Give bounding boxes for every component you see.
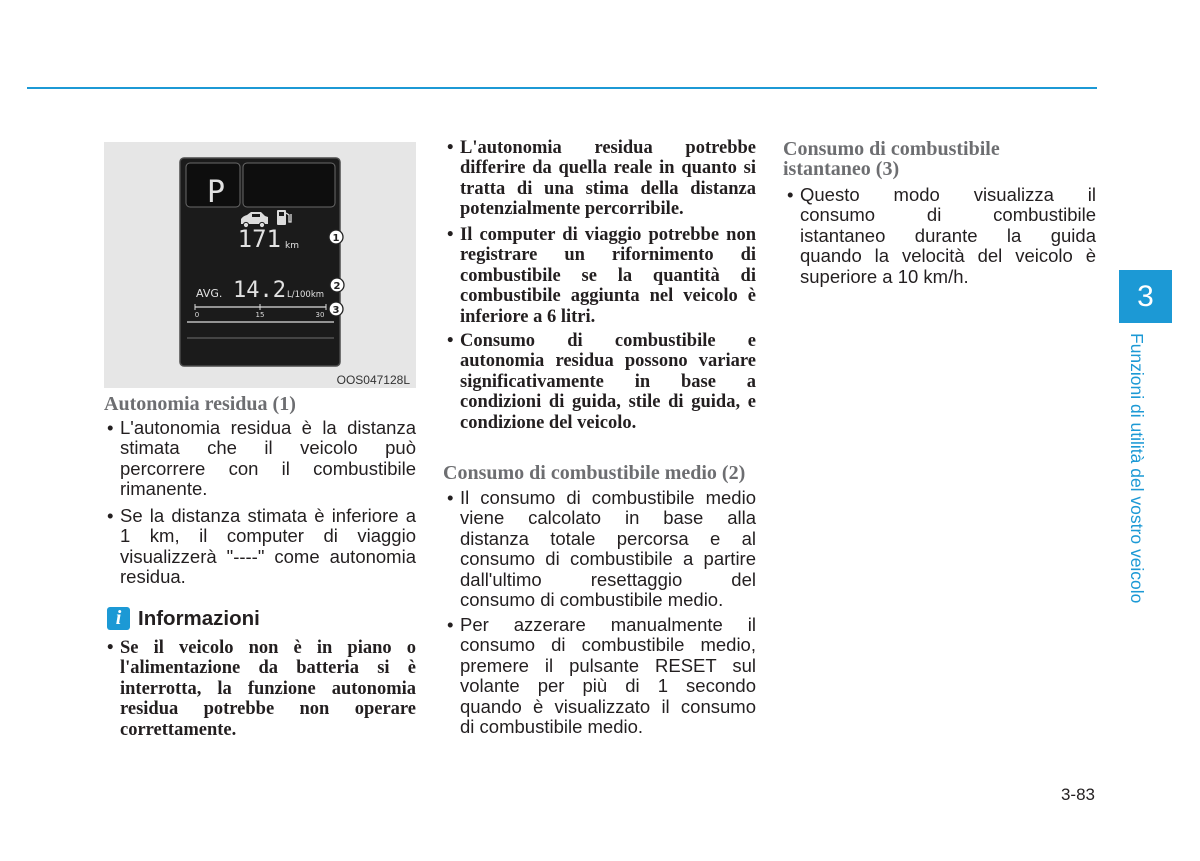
- text-line: quando è visualizzato il consumo: [460, 695, 756, 717]
- text-line: interrotta, la funzione autonomia: [120, 678, 416, 699]
- callout-1: [329, 230, 343, 244]
- text-line: inferiore a 6 litri.: [460, 306, 596, 327]
- text-line: l'alimentazione da batteria si è: [120, 658, 416, 679]
- instrument-display-figure: [104, 142, 416, 388]
- bullet-item: [120, 418, 416, 500]
- text-line: differire da quella reale in quanto si: [460, 158, 756, 179]
- text-line: tratta di una stima della distanza: [460, 178, 756, 199]
- text-line: distanza totale percorsa e al: [460, 527, 756, 549]
- bullet-item: [120, 506, 416, 588]
- text-line: significativamente in base a: [460, 371, 756, 392]
- page-number: 3-83: [1060, 785, 1095, 804]
- scale-label: 15: [255, 311, 265, 319]
- text-line: consumo di combustibile medio,: [460, 634, 756, 656]
- text-line: viene calcolato in base alla: [460, 507, 756, 529]
- bullet-item: [800, 185, 1096, 287]
- scale-label: 0: [194, 311, 200, 319]
- text-line: residua.: [120, 566, 186, 588]
- range-value: 171: [237, 225, 281, 253]
- text-line: • Il consumo di combustibile medio: [460, 487, 756, 508]
- text-line: • Il computer di viaggio potrebbe non: [460, 225, 756, 245]
- note-bullet-item: [460, 331, 756, 433]
- callout-number: 3: [332, 305, 340, 316]
- section-heading: [783, 139, 1000, 180]
- scale-label: 30: [315, 311, 325, 319]
- heading-line: Consumo di combustibile: [783, 138, 1000, 160]
- text-line: combustibile se la quantità di: [460, 265, 756, 286]
- text-line: consumo di combustibile medio.: [460, 589, 724, 611]
- text-line: • L'autonomia residua potrebbe: [460, 138, 756, 158]
- heading-line: istantaneo (3): [783, 158, 900, 181]
- text-line: autonomia residua possono variare: [460, 351, 756, 372]
- text-line: correttamente.: [120, 719, 237, 740]
- text-line: rimanente.: [120, 478, 208, 500]
- bullet-item: [460, 488, 756, 610]
- chapter-tab: [1119, 270, 1172, 323]
- text-line: dall'ultimo resettaggio del: [460, 568, 756, 590]
- text-line: combustibile aggiunta nel veicolo è: [460, 286, 756, 307]
- callout-number: 1: [332, 233, 340, 244]
- text-line: quando la velocità del veicolo è: [800, 245, 1096, 267]
- info-bullet-item: [120, 638, 416, 740]
- text-line: • Se il veicolo non è in piano o: [120, 638, 416, 658]
- text-line: residua potrebbe non operare: [120, 699, 416, 720]
- top-info-box: [243, 163, 335, 207]
- note-bullet-item: [460, 138, 756, 220]
- text-line: potenzialmente percorribile.: [460, 199, 684, 220]
- callout-3: [329, 302, 343, 316]
- text-line: registrare un rifornimento di: [460, 245, 756, 266]
- text-line: stimata che il veicolo può: [120, 437, 416, 459]
- text-line: • L'autonomia residua è la distanza: [120, 417, 416, 438]
- text-line: • Consumo di combustibile e: [460, 331, 756, 351]
- text-line: percorrere con il combustibile: [120, 457, 416, 479]
- avg-value: 14.2: [233, 278, 286, 303]
- text-line: • Questo modo visualizza il: [800, 184, 1096, 205]
- text-line: visualizzerà "----" come autonomia: [120, 545, 416, 567]
- text-line: premere il pulsante RESET sul: [460, 654, 756, 676]
- header-rule: [27, 87, 1097, 89]
- note-bullet-item: [460, 225, 756, 327]
- chapter-title: Funzioni di utilità del vostro veicolo: [1127, 333, 1147, 604]
- text-line: consumo di combustibile: [800, 204, 1096, 226]
- instrument-display-illustration: [104, 142, 416, 388]
- avg-label: AVG.: [196, 287, 223, 300]
- info-icon: i: [107, 607, 130, 630]
- avg-unit: L/100km: [287, 290, 325, 300]
- range-unit: km: [285, 241, 299, 251]
- text-line: condizioni di guida, stile di guida, e: [460, 392, 756, 413]
- text-line: • Se la distanza stimata è inferiore a: [120, 505, 416, 526]
- chapter-number: 3: [1137, 279, 1154, 313]
- text-line: di combustibile medio.: [460, 716, 644, 738]
- text-line: condizione del veicolo.: [460, 412, 637, 433]
- text-line: 1 km, il computer di viaggio: [120, 525, 416, 547]
- text-line: istantaneo durante la guida: [800, 224, 1096, 246]
- callout-2: [330, 278, 344, 292]
- text-line: volante per più di 1 secondo: [460, 675, 756, 697]
- figure-caption: OOS047128L: [336, 373, 410, 387]
- gear-indicator: P: [207, 175, 226, 210]
- text-line: consumo di combustibile a partire: [460, 548, 756, 570]
- text-line: superiore a 10 km/h.: [800, 265, 969, 287]
- section-heading: Consumo di combustibile medio (2): [443, 462, 746, 484]
- text-line: • Per azzerare manualmente il: [460, 614, 756, 635]
- bullet-item: [460, 615, 756, 737]
- callout-number: 2: [333, 281, 341, 292]
- section-heading: Autonomia residua (1): [104, 393, 296, 415]
- info-title: Informazioni: [138, 607, 260, 630]
